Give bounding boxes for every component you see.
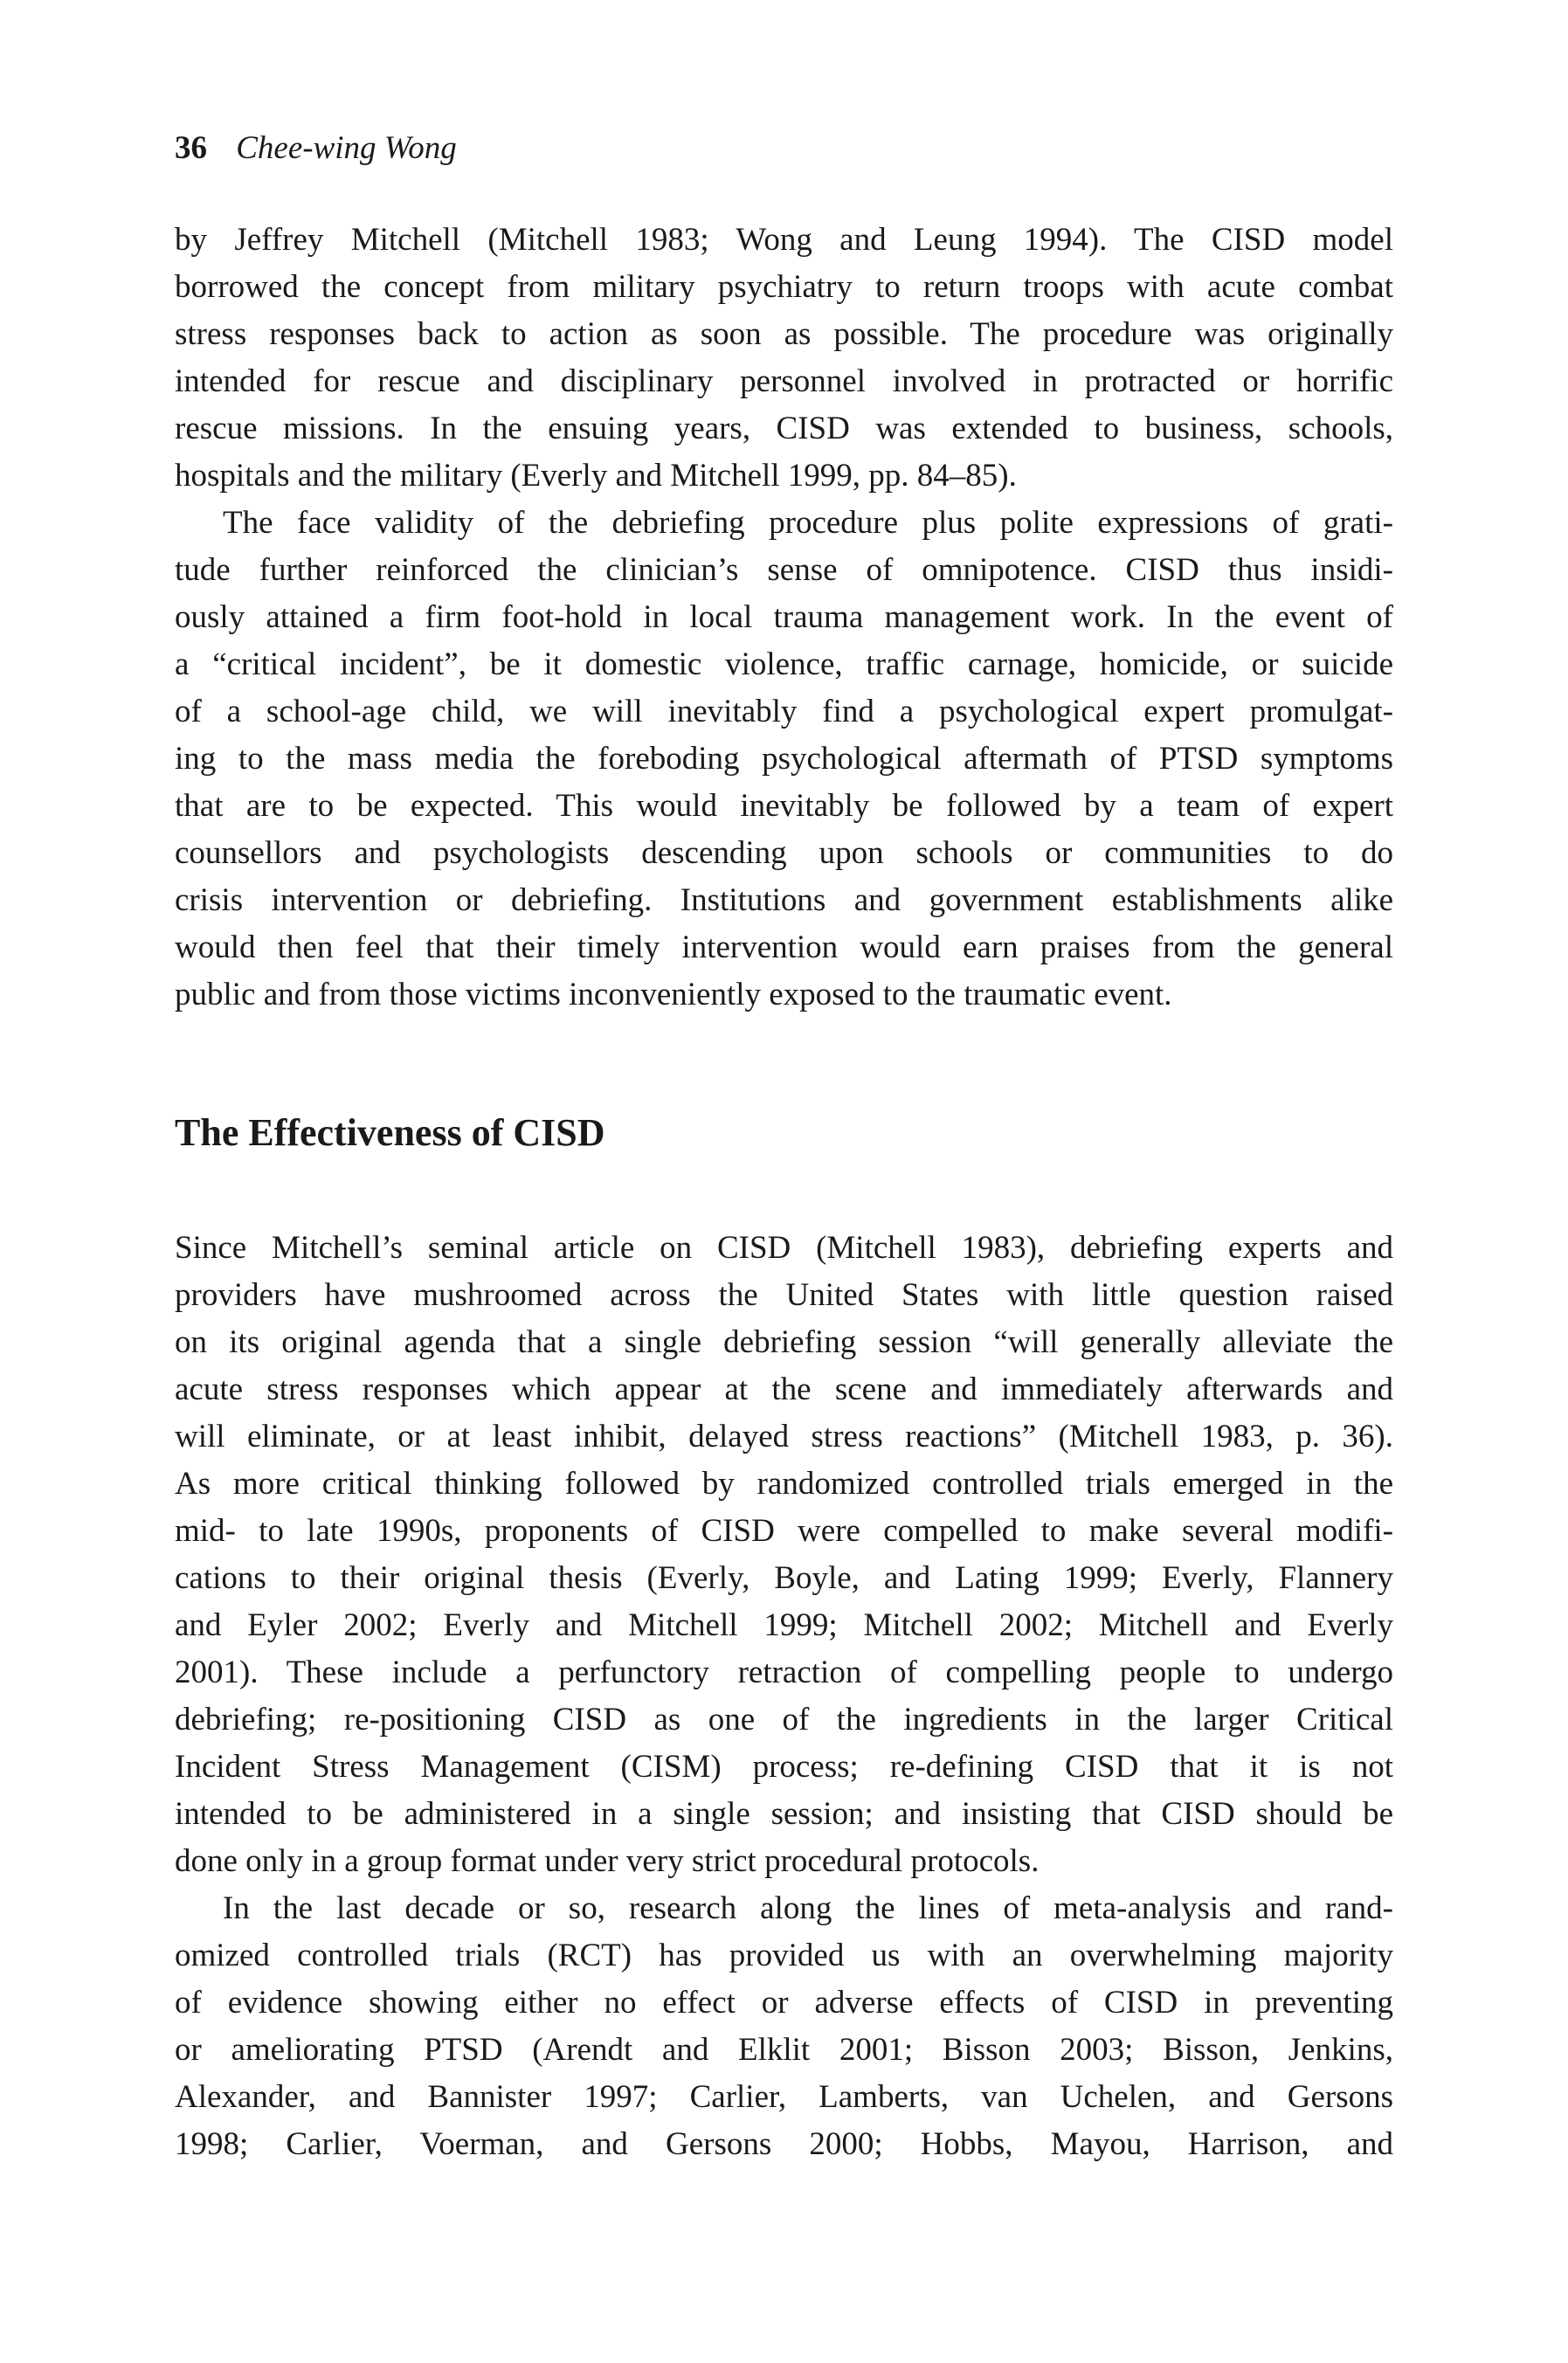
running-head-author: Chee-wing Wong: [236, 130, 457, 166]
text-line: 1998; Carlier, Voerman, and Gersons 2000; Hobbs, Mayou, Harrison, and: [175, 2126, 1393, 2162]
text-line: rescue missions. In the ensuing years, CISD was extended to business, schools,: [175, 411, 1393, 446]
text-line: stress responses back to action as soon as possible. The procedure was originally: [175, 316, 1393, 352]
text-line: borrowed the concept from military psychiatry to return troops with acute combat: [175, 269, 1393, 305]
text-line: that are to be expected. This would inevitably be followed by a team of expert: [175, 788, 1393, 824]
text-line: would then feel that their timely intervention would earn praises from the general: [175, 929, 1393, 965]
page-number: 36: [175, 130, 207, 166]
text-line: ing to the mass media the foreboding psychological aftermath of PTSD symptoms: [175, 741, 1393, 777]
section-heading: The Effectiveness of CISD: [175, 1111, 605, 1154]
text-line: on its original agenda that a single debriefing session “will generally alleviate the: [175, 1324, 1393, 1360]
text-line: In the last decade or so, research along the lines of meta-analysis and rand-: [223, 1890, 1393, 1926]
text-line: The face validity of the debriefing procedure plus polite expressions of grati-: [223, 505, 1393, 541]
text-line: Since Mitchell’s seminal article on CISD (Mitchell 1983), debriefing experts and: [175, 1230, 1393, 1266]
text-line: omized controlled trials (RCT) has provided us with an overwhelming majority: [175, 1938, 1393, 1973]
text-line: As more critical thinking followed by randomized controlled trials emerged in the: [175, 1466, 1393, 1502]
text-line: Incident Stress Management (CISM) process; re-defining CISD that it is not: [175, 1749, 1393, 1785]
text-line: tude further reinforced the clinician’s sense of omnipotence. CISD thus insidi-: [175, 552, 1393, 588]
text-line: intended to be administered in a single session; and insisting that CISD should be: [175, 1796, 1393, 1832]
text-line: mid- to late 1990s, proponents of CISD were compelled to make several modifi-: [175, 1513, 1393, 1549]
text-line: providers have mushroomed across the United States with little question raised: [175, 1277, 1393, 1313]
text-line: a “critical incident”, be it domestic violence, traffic carnage, homicide, or suicide: [175, 646, 1393, 682]
text-line: will eliminate, or at least inhibit, delayed stress reactions” (Mitchell 1983, p. 36).: [175, 1419, 1393, 1454]
running-head: [175, 129, 457, 168]
text-line: crisis intervention or debriefing. Institutions and government establishments alike: [175, 882, 1393, 918]
text-line: by Jeffrey Mitchell (Mitchell 1983; Wong and Leung 1994). The CISD model: [175, 222, 1393, 258]
body-text-block-1: [175, 217, 1393, 1019]
body-text-block-2: [175, 1225, 1393, 2168]
text-line: of a school-age child, we will inevitably find a psychological expert promulgat-: [175, 694, 1393, 729]
text-line: and Eyler 2002; Everly and Mitchell 1999; Mitchell 2002; Mitchell and Everly: [175, 1607, 1393, 1643]
text-line: Alexander, and Bannister 1997; Carlier, Lamberts, van Uchelen, and Gersons: [175, 2079, 1393, 2115]
text-line: intended for rescue and disciplinary personnel involved in protracted or horrific: [175, 363, 1393, 399]
text-line: counsellors and psychologists descending upon schools or communities to do: [175, 835, 1393, 871]
text-line: ously attained a firm foot-hold in local trauma management work. In the event of: [175, 599, 1393, 635]
text-line: 2001). These include a perfunctory retraction of compelling people to undergo: [175, 1655, 1393, 1690]
text-line: acute stress responses which appear at the scene and immediately afterwards and: [175, 1372, 1393, 1407]
text-line: done only in a group format under very strict procedural protocols.: [175, 1843, 1040, 1879]
text-line: debriefing; re-positioning CISD as one of the ingredients in the larger Critical: [175, 1702, 1393, 1738]
text-line: hospitals and the military (Everly and Mitchell 1999, pp. 84–85).: [175, 458, 1017, 494]
text-line: or ameliorating PTSD (Arendt and Elklit 2001; Bisson 2003; Bisson, Jenkins,: [175, 2032, 1393, 2068]
text-line: public and from those victims inconveniently exposed to the traumatic event.: [175, 977, 1172, 1012]
text-line: of evidence showing either no effect or adverse effects of CISD in preventing: [175, 1985, 1393, 2021]
text-line: cations to their original thesis (Everly, Boyle, and Lating 1999; Everly, Flannery: [175, 1560, 1393, 1596]
